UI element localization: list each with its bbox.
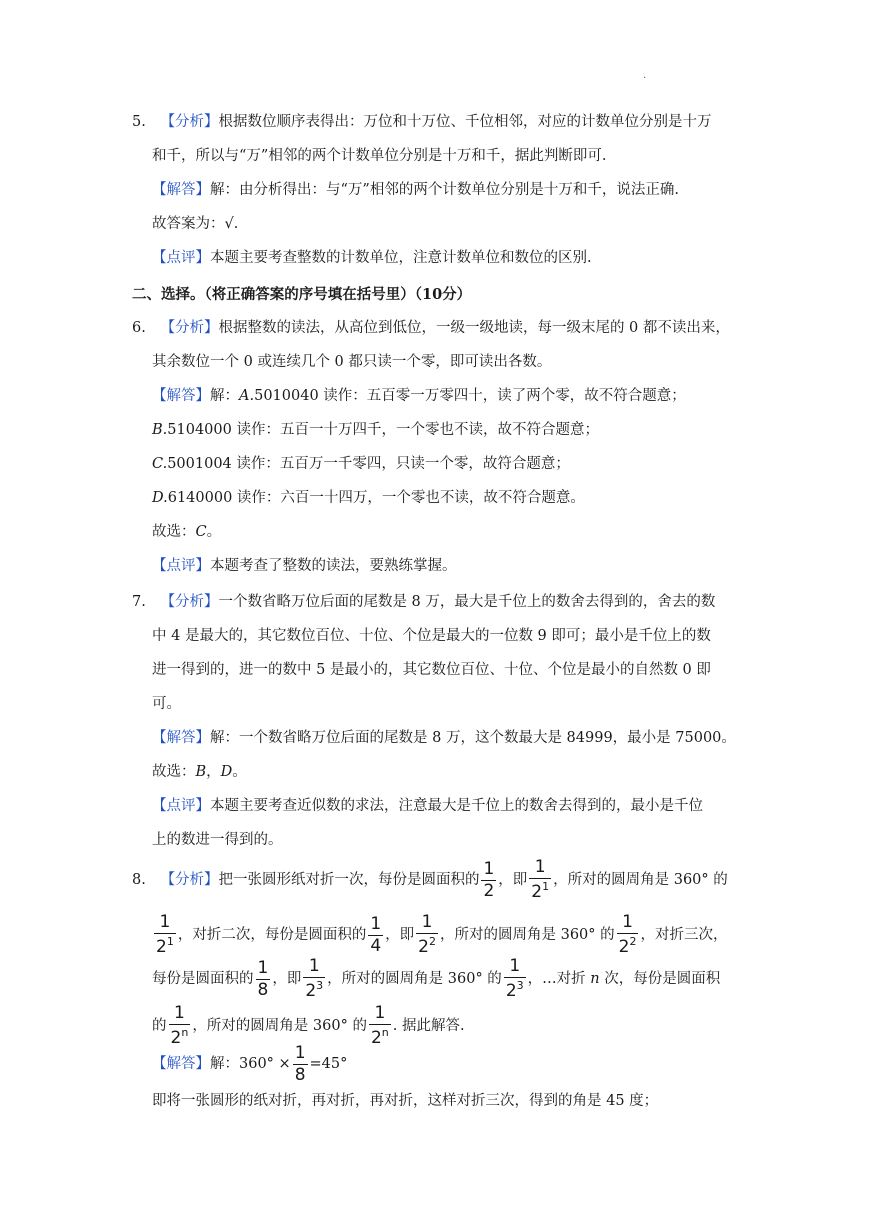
q6-option-b-letter: B. — [152, 422, 168, 438]
q7-analysis-line-3: 进一得到的，进一的数中 5 是最小的，其它数位百位、十位、个位是最小的自然数 0 即 — [152, 662, 711, 678]
q6-option-c-line — [152, 454, 570, 474]
fraction-one-over-2-pow-3: $\frac{1}{2^3}$ — [305, 956, 324, 1001]
q7-answer-tag: 【解答】 — [152, 730, 210, 746]
q5-number: 5. — [132, 114, 146, 130]
q6-analysis-line-2: 其余数位一个 0 或连续几个 0 都只读一个零，即可读出各数。 — [152, 354, 552, 370]
q6-number: 6. — [132, 320, 146, 336]
q5-comment-line — [152, 248, 592, 268]
q7-comment-line-1 — [152, 796, 703, 816]
q8-text-1: 把一张圆形纸对折一次，每份是圆面积的 — [218, 872, 480, 888]
q6-option-a-text: 5010040 读作：五百零一万零四十，读了两个零，故不符合题意； — [254, 388, 686, 404]
fraction-one-over-2-pow-2: $\frac{1}{2^2}$ — [418, 912, 436, 957]
q6-analysis-tag: 【分析】 — [160, 320, 219, 336]
q7-comment-line-2: 上的数进一得到的。 — [152, 832, 283, 848]
q6-choice-line — [152, 522, 221, 542]
fraction-one-eighth: $\frac{1}{8}$ — [257, 957, 269, 1000]
q8-last-line: 即将一张圆形的纸对折，再对折，再对折，这样对折三次，得到的角是 45 度； — [152, 1093, 659, 1109]
q6-answer-lead: 解： — [210, 388, 239, 404]
q8-text-9: ，即 — [272, 971, 302, 987]
q6-option-c-letter: C. — [152, 456, 168, 472]
q8-answer-line — [152, 1041, 347, 1087]
fraction-one-over-2-pow-n-b: $\frac{1}{2^n}$ — [370, 1003, 389, 1048]
fraction-one-over-2-pow-1: $\frac{1}{2^1}$ — [531, 857, 550, 902]
q6-choice-value: C — [195, 524, 207, 540]
fraction-one-quarter: $\frac{1}{4}$ — [370, 913, 382, 956]
q5-comment-text: 本题主要考查整数的计数单位，注意计数单位和数位的区别. — [210, 250, 592, 266]
q6-option-d-text: 6140000 读作：六百一十四万，一个零也不读，故不符合题意。 — [167, 490, 585, 506]
q8-text-7: ，对折三次， — [640, 927, 728, 943]
q5-answer-tag: 【解答】 — [152, 182, 210, 198]
fraction-one-over-2-pow-n: $\frac{1}{2^n}$ — [170, 1003, 189, 1048]
q7-choice-sep: ， — [206, 764, 221, 780]
q8-number: 8. — [132, 872, 146, 888]
fraction-one-over-2-pow-2-b: $\frac{1}{2^2}$ — [618, 912, 637, 957]
q6-comment-line — [152, 556, 457, 576]
q7-analysis-line-1 — [132, 592, 715, 612]
fraction-one-over-2-pow-1-b: $\frac{1}{2^1}$ — [156, 912, 174, 957]
q8-answer-pre: 解：360° × — [210, 1056, 291, 1072]
q6-option-c-text: 5001004 读作：五百万一千零四，只读一个零，故符合题意； — [167, 456, 570, 472]
q7-analysis-tag: 【分析】 — [160, 594, 219, 610]
q7-number: 7. — [132, 594, 146, 610]
q7-choice-suffix: 。 — [232, 764, 247, 780]
fraction-one-over-2-pow-3-b: $\frac{1}{2^3}$ — [505, 956, 524, 1001]
fraction-one-half: $\frac{1}{2}$ — [483, 858, 495, 901]
q8-text-14: . 据此解答. — [392, 1018, 465, 1034]
q6-answer-tag: 【解答】 — [152, 388, 210, 404]
header-mark: . — [643, 70, 647, 81]
section-2-title: 二、选择。（将正确答案的序号填在括号里）（10分） — [132, 286, 472, 303]
q8-text-2: ，即 — [498, 872, 528, 888]
q6-option-a-letter: A. — [239, 388, 255, 404]
q6-choice-prefix: 故选： — [152, 524, 196, 540]
q5-analysis-tag: 【分析】 — [160, 114, 219, 130]
q7-analysis-text-1: 一个数省略万位后面的尾数是 8 万，最大是千位上的数舍去得到的，舍去的数 — [218, 594, 716, 610]
q8-text-5: ，即 — [385, 927, 415, 943]
q7-comment-text-1: 本题主要考查近似数的求法，注意最大是千位上的数舍去得到的，最小是千位 — [210, 798, 703, 814]
q8-analysis-line-1 — [132, 852, 728, 908]
q6-analysis-text-1: 根据整数的读法，从高位到低位，一级一级地读，每一级末尾的 0 都不读出来， — [218, 320, 730, 336]
q7-answer-line — [152, 728, 736, 748]
q7-choice-prefix: 故选： — [152, 764, 196, 780]
q7-analysis-line-2: 中 4 是最大的，其它数位百位、十位、个位是最大的一位数 9 即可；最小是千位上的数 — [152, 628, 711, 644]
q5-answer-line-2: 故答案为：√. — [152, 216, 239, 232]
q8-text-3: ，所对的圆周角是 360° 的 — [553, 872, 728, 888]
fraction-one-eighth-answer: $\frac{1}{8}$ — [294, 1042, 306, 1085]
q7-answer-text: 解：一个数省略万位后面的尾数是 8 万，这个数最大是 84999，最小是 75000。 — [210, 730, 736, 746]
q8-analysis-tag: 【分析】 — [160, 872, 219, 888]
q8-text-6: ，所对的圆周角是 360° 的 — [439, 927, 615, 943]
q7-choice-b: B — [195, 764, 207, 780]
q6-option-b-text: 5104000 读作：五百一十万四千，一个零也不读，故不符合题意； — [167, 422, 599, 438]
q6-option-d-line — [152, 488, 585, 508]
q6-option-b-line — [152, 420, 599, 440]
q5-answer-line-1 — [152, 180, 679, 200]
q7-choice-line — [152, 762, 247, 782]
q8-answer-post: =45° — [309, 1056, 348, 1072]
q5-comment-tag: 【点评】 — [152, 250, 210, 266]
q5-analysis-line-1 — [132, 112, 711, 132]
q8-text-4: ，对折二次，每份是圆面积的 — [177, 927, 367, 943]
q7-choice-d: D — [220, 764, 233, 780]
q7-comment-tag: 【点评】 — [152, 798, 210, 814]
q6-answer-line-a — [152, 386, 686, 406]
q8-text-11: ，…对折 — [527, 971, 591, 987]
q8-text-10: ，所对的圆周角是 360° 的 — [327, 971, 502, 987]
q8-text-11-n: n — [590, 971, 600, 987]
q7-analysis-line-4: 可。 — [152, 696, 181, 712]
q6-comment-tag: 【点评】 — [152, 558, 210, 574]
q8-text-12: 的 — [152, 1018, 167, 1034]
q5-answer-text-1: 解：由分析得出：与“万”相邻的两个计数单位分别是十万和千，说法正确. — [210, 182, 679, 198]
q8-text-13: ，所对的圆周角是 360° 的 — [192, 1018, 367, 1034]
q8-text-8: 每份是圆面积的 — [152, 971, 254, 987]
q5-analysis-line-2: 和千，所以与“万”相邻的两个计数单位分别是十万和千，据此判断即可. — [152, 148, 607, 164]
q6-choice-suffix: 。 — [206, 524, 222, 540]
q6-analysis-line-1 — [132, 318, 730, 338]
q8-text-11b: 次，每份是圆面积 — [599, 971, 721, 987]
q6-option-d-letter: D. — [152, 490, 168, 506]
q5-analysis-text-1: 根据数位顺序表得出：万位和十万位、千位相邻，对应的计数单位分别是十万 — [218, 114, 712, 130]
q8-answer-tag: 【解答】 — [152, 1056, 210, 1072]
q6-comment-text: 本题考查了整数的读法，要熟练掌握。 — [210, 558, 457, 574]
